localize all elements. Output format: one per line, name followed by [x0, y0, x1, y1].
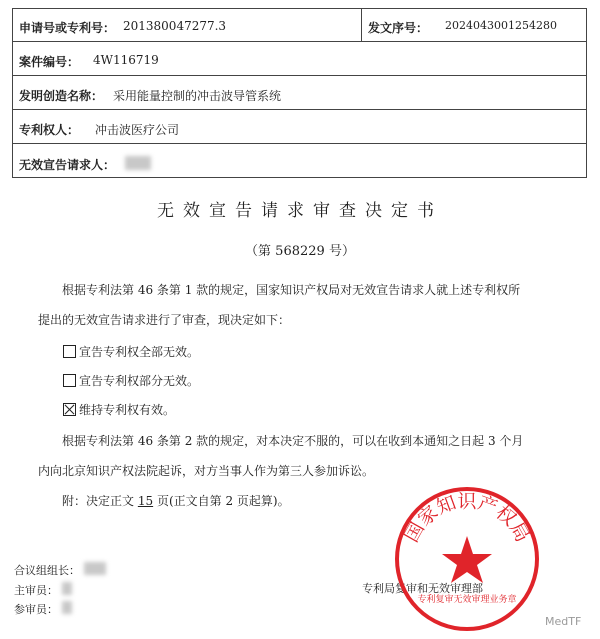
- row-application-number: [13, 9, 586, 42]
- paragraph-1-line-1: 根据专利法第 46 条第 1 款的规定，国家知识产权局对无效宣告请求人就上述专利权所: [62, 283, 521, 297]
- attachment-suffix: 页(正文自第 2 页起算)。: [156, 494, 290, 508]
- application-number-value: 201380047277.3: [123, 19, 227, 33]
- row-case-number: [13, 42, 586, 76]
- application-number-label: 申请号或专利号：: [19, 21, 116, 35]
- paragraph-2-line-1: 根据专利法第 46 条第 2 款的规定，对本决定不服的，可以在收到本通知之日起 3 个月: [62, 434, 524, 448]
- option-label: 宣告专利权全部无效。: [79, 345, 200, 359]
- redacted-chief-examiner: [62, 582, 72, 595]
- case-number-label: 案件编号：: [19, 55, 80, 69]
- chief-examiner-label: 主审员：: [14, 584, 58, 597]
- invention-title-value: 采用能量控制的冲击波导管系统: [113, 89, 282, 103]
- attachment-pages: 15: [137, 494, 154, 508]
- serial-number-label: 发文序号：: [368, 21, 429, 35]
- checkbox-checked: [63, 403, 76, 416]
- row-patentee: [13, 110, 586, 144]
- decision-number: （第 568229 号）: [245, 244, 355, 259]
- row-invention-title: [13, 76, 586, 110]
- examiner-label: 参审员：: [14, 603, 58, 616]
- header-table: [12, 8, 587, 178]
- case-number-value: 4W116719: [93, 53, 159, 67]
- row-requester: [13, 144, 586, 179]
- issuing-department: 专利局复审和无效审理部: [362, 582, 483, 595]
- seal-subtext: 专利复审无效审理业务章: [417, 595, 517, 605]
- redacted-panel-leader: [84, 562, 106, 575]
- paragraph-1-line-2: 提出的无效宣告请求进行了审查，现决定如下：: [38, 313, 291, 327]
- patentee-label: 专利权人：: [19, 123, 80, 137]
- option-maintain-valid: [63, 401, 175, 418]
- column-divider: [361, 9, 362, 41]
- redacted-requester: [125, 156, 151, 170]
- serial-number-value: 2024043001254280: [445, 19, 557, 32]
- attachment-note: [62, 492, 290, 509]
- invention-title-label: 发明创造名称：: [19, 89, 104, 103]
- checkbox-empty: [63, 374, 76, 387]
- checkbox-empty: [63, 345, 76, 358]
- redacted-examiner: [62, 601, 72, 614]
- option-partial-invalid: [63, 372, 199, 389]
- seal-star-icon: [442, 536, 492, 583]
- patentee-value: 冲击波医疗公司: [95, 123, 180, 137]
- option-label: 宣告专利权部分无效。: [79, 374, 200, 388]
- option-full-invalid: [63, 343, 199, 360]
- panel-leader-label: 合议组组长：: [14, 564, 80, 577]
- attachment-prefix: 附：决定正文: [62, 494, 135, 508]
- requester-label: 无效宣告请求人：: [19, 158, 116, 172]
- option-label: 维持专利权有效。: [79, 403, 176, 417]
- paragraph-2-line-2: 内向北京知识产权法院起诉，对方当事人作为第三人参加诉讼。: [38, 464, 375, 478]
- seal-arc-text: 国家知识产权局: [400, 490, 534, 546]
- document-title: 无效宣告请求审查决定书: [157, 201, 443, 221]
- watermark: MedTF: [545, 615, 582, 628]
- official-seal: [392, 484, 542, 634]
